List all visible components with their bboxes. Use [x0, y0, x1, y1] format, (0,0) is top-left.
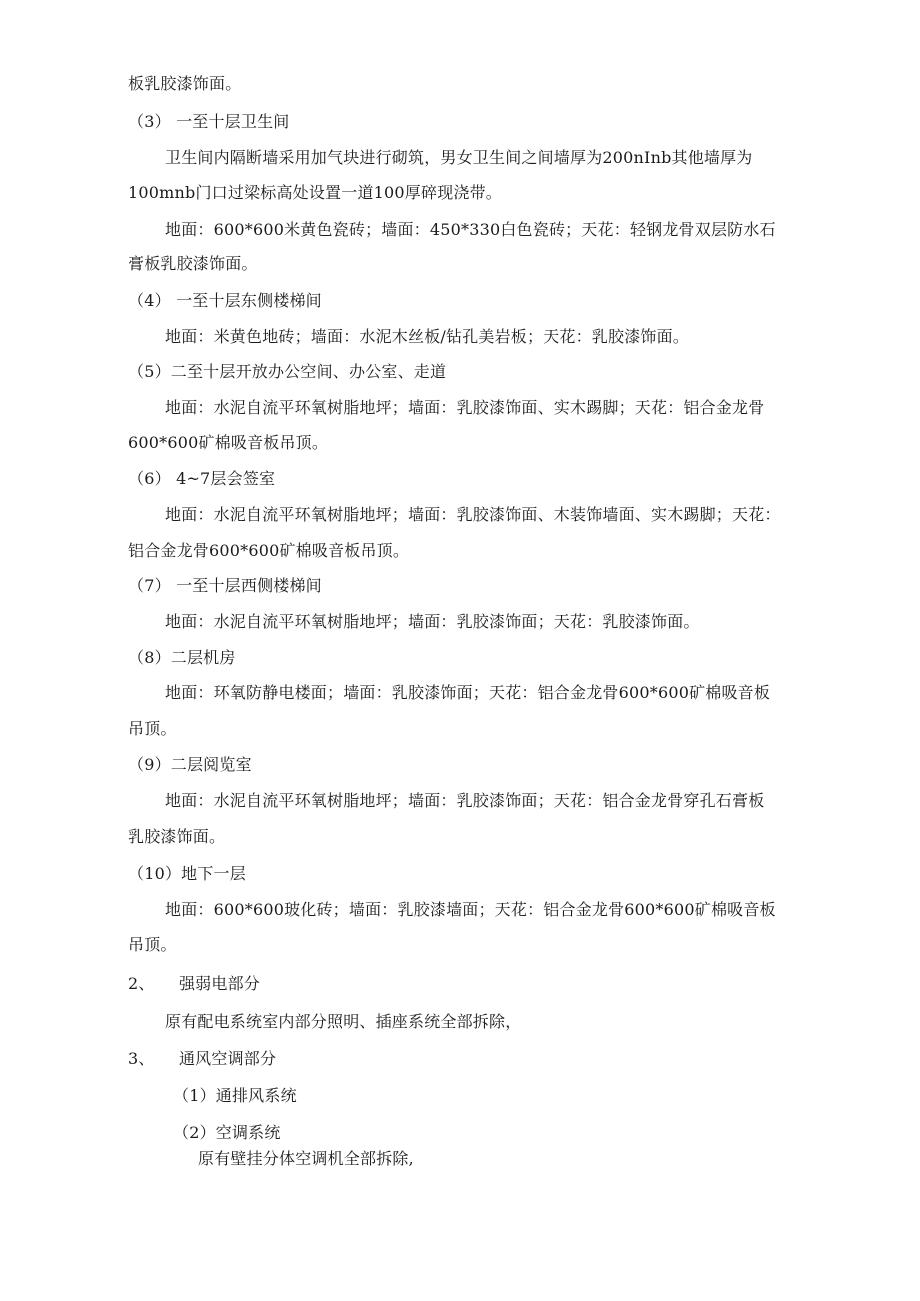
section-heading: 2、 强弱电部分: [128, 974, 260, 993]
subsection-heading: （2）空调系统: [173, 1123, 281, 1142]
section-heading: （10）地下一层: [128, 864, 246, 883]
subsection-heading: （1）通排风系统: [173, 1086, 297, 1105]
text-line: 吊顶。: [128, 935, 177, 954]
section-heading: （7） 一至十层西侧楼梯间: [128, 576, 322, 595]
text-line: 吊顶。: [128, 719, 177, 738]
section-heading: （5）二至十层开放办公空间、办公室、走道: [128, 362, 447, 381]
section-heading: （9）二层阅览室: [128, 755, 252, 774]
text-line: 600*600矿棉吸音板吊顶。: [128, 433, 329, 452]
text-line: 乳胶漆饰面。: [128, 827, 226, 846]
text-line: 地面：600*600米黄色瓷砖；墙面：450*330白色瓷砖；天花：轻钢龙骨双层防水石: [165, 220, 776, 239]
text-line: 地面：水泥自流平环氧树脂地坪；墙面：乳胶漆饰面、木装饰墙面、实木踢脚；天花：: [165, 505, 781, 524]
text-line: 铝合金龙骨600*600矿棉吸音板吊顶。: [128, 541, 410, 560]
text-line: 原有壁挂分体空调机全部拆除,: [198, 1149, 414, 1168]
section-heading: 3、 通风空调部分: [128, 1049, 277, 1068]
text-line: 原有配电系统室内部分照明、插座系统全部拆除，: [165, 1012, 522, 1031]
text-line: 地面：600*600玻化砖；墙面：乳胶漆墙面；天花：铝合金龙骨600*600矿棉吸音板: [165, 900, 776, 919]
text-line: 100mnb门口过梁标高处设置一道100厚碎现浇带。: [128, 183, 502, 202]
text-line: 地面：水泥自流平环氧树脂地坪；墙面：乳胶漆饰面、实木踢脚；天花：铝合金龙骨: [165, 398, 765, 417]
text-line: 地面：环氧防静电楼面；墙面：乳胶漆饰面；天花：铝合金龙骨600*600矿棉吸音板: [165, 683, 771, 702]
text-line: 地面：水泥自流平环氧树脂地坪；墙面：乳胶漆饰面；天花：乳胶漆饰面。: [165, 612, 700, 631]
text-line: 卫生间内隔断墙采用加气块进行砌筑，男女卫生间之间墙厚为200nInb其他墙厚为: [165, 148, 753, 167]
text-line: 地面：水泥自流平环氧树脂地坪；墙面：乳胶漆饰面；天花：铝合金龙骨穿孔石膏板: [165, 791, 765, 810]
text-line: 板乳胶漆饰面。: [128, 74, 242, 93]
section-heading: （8）二层机房: [128, 648, 236, 667]
section-heading: （4） 一至十层东侧楼梯间: [128, 291, 322, 310]
section-heading: （6） 4~7层会签室: [128, 469, 276, 488]
text-line: 地面：米黄色地砖；墙面：水泥木丝板/钻孔美岩板；天花：乳胶漆饰面。: [165, 327, 689, 346]
section-heading: （3） 一至十层卫生间: [128, 112, 290, 131]
text-line: 膏板乳胶漆饰面。: [128, 254, 258, 273]
